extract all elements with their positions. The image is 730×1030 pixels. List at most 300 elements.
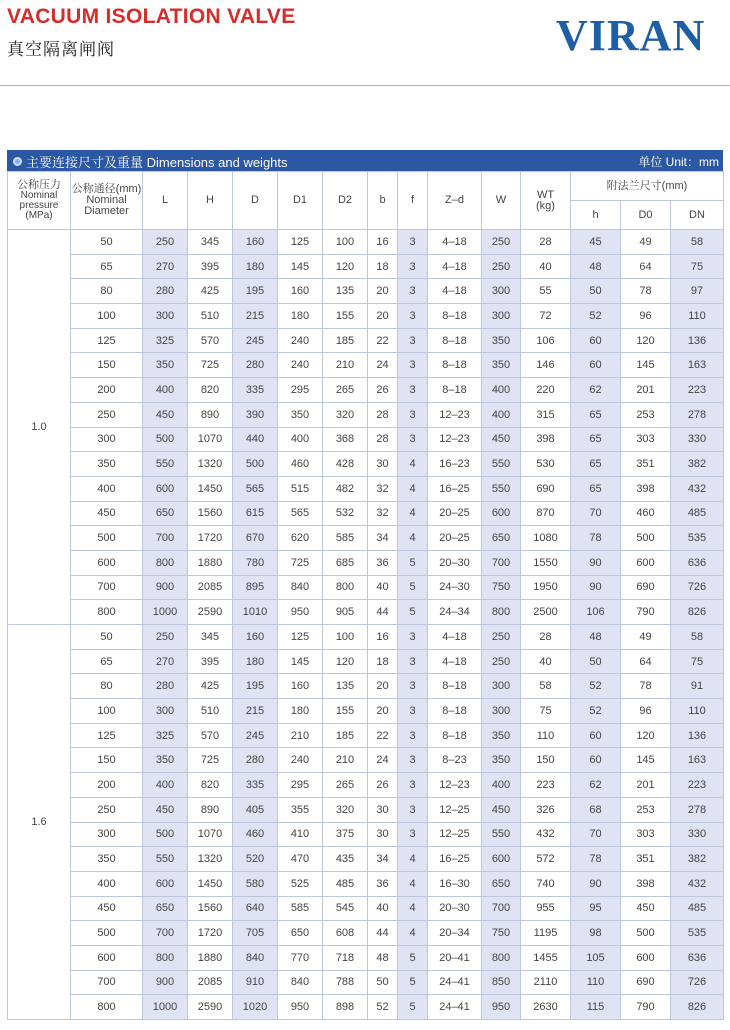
table-cell: 482 — [323, 476, 368, 501]
table-cell: 600 — [621, 550, 671, 575]
table-cell: 50 — [571, 649, 621, 674]
table-row — [8, 378, 724, 403]
table-cell: 110 — [671, 304, 724, 329]
table-cell: 705 — [233, 921, 278, 946]
table-cell: 435 — [323, 847, 368, 872]
table-cell: 8–18 — [428, 304, 482, 329]
table-cell: 52 — [571, 674, 621, 699]
table-cell: 350 — [71, 847, 143, 872]
table-cell: 2590 — [188, 995, 233, 1020]
table-cell: 28 — [368, 427, 398, 452]
table-cell: 400 — [143, 773, 188, 798]
header-z-d: Z–d — [428, 172, 482, 230]
table-cell: 3 — [398, 797, 428, 822]
table-cell: 600 — [143, 476, 188, 501]
table-cell: 350 — [143, 353, 188, 378]
table-cell: 1000 — [143, 600, 188, 625]
table-cell: 100 — [323, 625, 368, 650]
table-cell: 30 — [368, 797, 398, 822]
table-cell: 1950 — [521, 575, 571, 600]
table-cell: 8–18 — [428, 328, 482, 353]
pressure-cell: 1.0 — [8, 230, 71, 625]
table-cell: 100 — [71, 304, 143, 329]
table-cell: 75 — [671, 649, 724, 674]
table-cell: 350 — [143, 748, 188, 773]
header-divider — [0, 85, 730, 86]
table-cell: 4 — [398, 921, 428, 946]
table-cell: 790 — [621, 995, 671, 1020]
table-cell: 750 — [482, 575, 521, 600]
table-cell: 5 — [398, 970, 428, 995]
table-cell: 425 — [188, 674, 233, 699]
table-cell: 24–34 — [428, 600, 482, 625]
page-title-cn: 真空隔离闸阀 — [7, 40, 115, 60]
table-cell: 136 — [671, 328, 724, 353]
table-cell: 3 — [398, 773, 428, 798]
table-cell: 3 — [398, 649, 428, 674]
table-cell: 572 — [521, 847, 571, 872]
table-cell: 65 — [571, 476, 621, 501]
header-D0: D0 — [621, 201, 671, 230]
table-cell: 520 — [233, 847, 278, 872]
table-cell: 36 — [368, 550, 398, 575]
table-cell: 685 — [323, 550, 368, 575]
table-cell: 250 — [482, 254, 521, 279]
table-cell: 3 — [398, 625, 428, 650]
table-cell: 16–23 — [428, 452, 482, 477]
table-cell: 1020 — [233, 995, 278, 1020]
table-cell: 320 — [323, 797, 368, 822]
table-row — [8, 304, 724, 329]
table-cell: 432 — [521, 822, 571, 847]
header-D1: D1 — [278, 172, 323, 230]
table-cell: 910 — [233, 970, 278, 995]
table-row — [8, 452, 724, 477]
table-cell: 62 — [571, 773, 621, 798]
table-cell: 395 — [188, 254, 233, 279]
table-cell: 1320 — [188, 847, 233, 872]
table-cell: 1560 — [188, 896, 233, 921]
table-cell: 210 — [278, 723, 323, 748]
table-cell: 500 — [71, 526, 143, 551]
table-cell: 146 — [521, 353, 571, 378]
table-cell: 600 — [621, 945, 671, 970]
table-cell: 700 — [71, 970, 143, 995]
table-cell: 1560 — [188, 501, 233, 526]
table-cell: 2085 — [188, 970, 233, 995]
header-flange-group: 附法兰尺寸(mm) — [571, 172, 724, 201]
table-cell: 163 — [671, 353, 724, 378]
table-cell: 280 — [233, 748, 278, 773]
table-cell: 4–18 — [428, 254, 482, 279]
table-cell: 48 — [571, 625, 621, 650]
table-cell: 195 — [233, 674, 278, 699]
table-row — [8, 995, 724, 1020]
table-cell: 700 — [482, 896, 521, 921]
table-cell: 20–30 — [428, 896, 482, 921]
table-cell: 890 — [188, 402, 233, 427]
table-cell: 250 — [143, 625, 188, 650]
table-cell: 325 — [143, 723, 188, 748]
table-cell: 335 — [233, 378, 278, 403]
table-cell: 223 — [521, 773, 571, 798]
table-cell: 300 — [482, 279, 521, 304]
table-cell: 18 — [368, 649, 398, 674]
table-cell: 2630 — [521, 995, 571, 1020]
table-cell: 350 — [71, 452, 143, 477]
table-cell: 30 — [368, 822, 398, 847]
table-row — [8, 748, 724, 773]
table-cell: 125 — [278, 625, 323, 650]
table-cell: 2590 — [188, 600, 233, 625]
table-cell: 750 — [482, 921, 521, 946]
table-cell: 450 — [71, 501, 143, 526]
table-cell: 210 — [323, 748, 368, 773]
table-cell: 550 — [143, 452, 188, 477]
table-cell: 740 — [521, 871, 571, 896]
table-cell: 1070 — [188, 427, 233, 452]
table-cell: 135 — [323, 279, 368, 304]
table-cell: 201 — [621, 773, 671, 798]
table-cell: 4 — [398, 871, 428, 896]
table-cell: 400 — [482, 402, 521, 427]
table-cell: 450 — [482, 427, 521, 452]
table-cell: 195 — [233, 279, 278, 304]
table-cell: 898 — [323, 995, 368, 1020]
table-cell: 60 — [571, 723, 621, 748]
table-row — [8, 476, 724, 501]
table-cell: 405 — [233, 797, 278, 822]
table-cell: 3 — [398, 822, 428, 847]
table-cell: 100 — [71, 699, 143, 724]
table-cell: 320 — [323, 402, 368, 427]
table-cell: 280 — [143, 674, 188, 699]
table-cell: 300 — [482, 304, 521, 329]
table-cell: 160 — [233, 230, 278, 255]
table-row — [8, 402, 724, 427]
table-cell: 245 — [233, 723, 278, 748]
header-H: H — [188, 172, 233, 230]
table-cell: 870 — [521, 501, 571, 526]
table-cell: 106 — [521, 328, 571, 353]
table-cell: 485 — [671, 896, 724, 921]
table-cell: 58 — [671, 625, 724, 650]
table-cell: 955 — [521, 896, 571, 921]
table-cell: 125 — [71, 328, 143, 353]
table-cell: 72 — [521, 304, 571, 329]
table-cell: 49 — [621, 230, 671, 255]
table-cell: 4 — [398, 501, 428, 526]
table-cell: 826 — [671, 600, 724, 625]
table-cell: 432 — [671, 871, 724, 896]
table-cell: 510 — [188, 304, 233, 329]
table-row — [8, 501, 724, 526]
brand-logo: VIRAN — [556, 11, 706, 60]
table-cell: 725 — [188, 353, 233, 378]
table-cell: 60 — [571, 353, 621, 378]
table-cell: 65 — [571, 402, 621, 427]
table-cell: 570 — [188, 328, 233, 353]
table-cell: 12–25 — [428, 797, 482, 822]
table-cell: 180 — [233, 254, 278, 279]
unit-label: 单位 Unit：mm — [638, 155, 719, 169]
table-cell: 250 — [71, 797, 143, 822]
header-diameter-en1: Nominal — [86, 194, 127, 206]
table-cell: 450 — [143, 797, 188, 822]
table-cell: 44 — [368, 921, 398, 946]
table-cell: 636 — [671, 550, 724, 575]
table-cell: 97 — [671, 279, 724, 304]
table-cell: 718 — [323, 945, 368, 970]
header-D2: D2 — [323, 172, 368, 230]
table-cell: 670 — [233, 526, 278, 551]
table-cell: 368 — [323, 427, 368, 452]
table-cell: 600 — [482, 501, 521, 526]
table-cell: 3 — [398, 402, 428, 427]
table-cell: 110 — [671, 699, 724, 724]
table-cell: 245 — [233, 328, 278, 353]
table-cell: 12–23 — [428, 773, 482, 798]
table-cell: 65 — [71, 649, 143, 674]
table-cell: 250 — [482, 625, 521, 650]
table-cell: 55 — [521, 279, 571, 304]
table-cell: 650 — [143, 501, 188, 526]
header-L: L — [143, 172, 188, 230]
table-cell: 78 — [621, 674, 671, 699]
table-cell: 398 — [621, 476, 671, 501]
table-cell: 330 — [671, 822, 724, 847]
table-cell: 395 — [188, 649, 233, 674]
section-header-bar — [7, 150, 723, 171]
table-cell: 265 — [323, 773, 368, 798]
table-cell: 110 — [571, 970, 621, 995]
table-cell: 75 — [521, 699, 571, 724]
table-cell: 4–18 — [428, 230, 482, 255]
table-cell: 608 — [323, 921, 368, 946]
table-cell: 52 — [571, 304, 621, 329]
header-f: f — [398, 172, 428, 230]
table-cell: 4–18 — [428, 649, 482, 674]
table-cell: 500 — [621, 526, 671, 551]
table-cell: 20–25 — [428, 501, 482, 526]
table-cell: 410 — [278, 822, 323, 847]
table-cell: 303 — [621, 822, 671, 847]
table-cell: 150 — [521, 748, 571, 773]
table-cell: 400 — [71, 476, 143, 501]
table-cell: 201 — [621, 378, 671, 403]
table-cell: 95 — [571, 896, 621, 921]
table-cell: 155 — [323, 699, 368, 724]
table-cell: 351 — [621, 847, 671, 872]
table-cell: 450 — [621, 896, 671, 921]
table-cell: 28 — [521, 230, 571, 255]
table-cell: 150 — [71, 748, 143, 773]
table-row — [8, 896, 724, 921]
table-cell: 3 — [398, 723, 428, 748]
table-cell: 432 — [671, 476, 724, 501]
header-wt — [521, 172, 571, 230]
table-cell: 265 — [323, 378, 368, 403]
table-cell: 375 — [323, 822, 368, 847]
table-cell: 185 — [323, 328, 368, 353]
table-row — [8, 526, 724, 551]
table-cell: 65 — [571, 427, 621, 452]
table-cell: 345 — [188, 625, 233, 650]
table-cell: 450 — [71, 896, 143, 921]
table-cell: 355 — [278, 797, 323, 822]
table-cell: 18 — [368, 254, 398, 279]
table-cell: 223 — [671, 378, 724, 403]
table-cell: 4 — [398, 476, 428, 501]
table-cell: 580 — [233, 871, 278, 896]
table-cell: 49 — [621, 625, 671, 650]
section-title: 主要连接尺寸及重量 Dimensions and weights — [26, 155, 288, 170]
header-diameter-cn: 公称通径(mm) — [71, 183, 142, 195]
table-cell: 690 — [521, 476, 571, 501]
table-cell: 145 — [278, 649, 323, 674]
table-cell: 78 — [571, 526, 621, 551]
table-cell: 300 — [71, 822, 143, 847]
table-cell: 70 — [571, 822, 621, 847]
table-row — [8, 230, 724, 255]
table-cell: 3 — [398, 254, 428, 279]
table-cell: 398 — [521, 427, 571, 452]
header-pressure — [8, 172, 71, 230]
table-cell: 80 — [71, 279, 143, 304]
table-cell: 3 — [398, 328, 428, 353]
table-row — [8, 723, 724, 748]
table-cell: 585 — [323, 526, 368, 551]
table-cell: 145 — [621, 748, 671, 773]
table-row — [8, 279, 724, 304]
table-cell: 895 — [233, 575, 278, 600]
table-cell: 215 — [233, 699, 278, 724]
table-row — [8, 575, 724, 600]
table-cell: 600 — [482, 847, 521, 872]
table-cell: 8–18 — [428, 353, 482, 378]
table-cell: 200 — [71, 773, 143, 798]
table-cell: 60 — [571, 328, 621, 353]
table-cell: 460 — [621, 501, 671, 526]
table-cell: 240 — [278, 353, 323, 378]
table-cell: 34 — [368, 526, 398, 551]
table-cell: 840 — [278, 575, 323, 600]
table-cell: 330 — [671, 427, 724, 452]
table-cell: 570 — [188, 723, 233, 748]
table-cell: 5 — [398, 575, 428, 600]
table-cell: 1450 — [188, 871, 233, 896]
table-row — [8, 970, 724, 995]
table-cell: 145 — [278, 254, 323, 279]
table-cell: 390 — [233, 402, 278, 427]
table-cell: 26 — [368, 378, 398, 403]
table-cell: 500 — [621, 921, 671, 946]
table-row — [8, 699, 724, 724]
table-cell: 253 — [621, 797, 671, 822]
table-cell: 20 — [368, 699, 398, 724]
table-cell: 8–18 — [428, 699, 482, 724]
table-cell: 2500 — [521, 600, 571, 625]
table-cell: 125 — [278, 230, 323, 255]
table-row — [8, 871, 724, 896]
table-cell: 8–18 — [428, 723, 482, 748]
table-cell: 3 — [398, 279, 428, 304]
table-cell: 12–23 — [428, 402, 482, 427]
table-cell: 5 — [398, 945, 428, 970]
table-cell: 215 — [233, 304, 278, 329]
table-cell: 24–30 — [428, 575, 482, 600]
table-cell: 400 — [71, 871, 143, 896]
table-cell: 550 — [482, 452, 521, 477]
table-cell: 120 — [323, 254, 368, 279]
table-cell: 16 — [368, 625, 398, 650]
table-row — [8, 797, 724, 822]
header-pressure-en2: pressure — [19, 200, 59, 211]
table-cell: 800 — [143, 945, 188, 970]
table-cell: 3 — [398, 748, 428, 773]
table-cell: 300 — [143, 699, 188, 724]
header-wt-l2: (kg) — [536, 199, 555, 212]
table-row — [8, 353, 724, 378]
table-cell: 303 — [621, 427, 671, 452]
table-cell: 278 — [671, 402, 724, 427]
table-row — [8, 427, 724, 452]
table-cell: 725 — [188, 748, 233, 773]
table-cell: 280 — [233, 353, 278, 378]
table-cell: 345 — [188, 230, 233, 255]
table-cell: 500 — [233, 452, 278, 477]
table-cell: 400 — [278, 427, 323, 452]
table-cell: 525 — [278, 871, 323, 896]
table-cell: 40 — [368, 896, 398, 921]
table-cell: 98 — [571, 921, 621, 946]
table-row — [8, 674, 724, 699]
table-cell: 640 — [233, 896, 278, 921]
table-cell: 650 — [143, 896, 188, 921]
table-cell: 4–18 — [428, 625, 482, 650]
table-cell: 163 — [671, 748, 724, 773]
table-cell: 52 — [368, 995, 398, 1020]
table-cell: 335 — [233, 773, 278, 798]
header-b: b — [368, 172, 398, 230]
table-cell: 20 — [368, 674, 398, 699]
table-cell: 500 — [143, 822, 188, 847]
table-cell: 428 — [323, 452, 368, 477]
table-cell: 800 — [71, 600, 143, 625]
table-cell: 450 — [482, 797, 521, 822]
table-cell: 325 — [143, 328, 188, 353]
table-cell: 535 — [671, 921, 724, 946]
table-cell: 250 — [71, 402, 143, 427]
table-cell: 4–18 — [428, 279, 482, 304]
table-cell: 600 — [71, 945, 143, 970]
table-cell: 20–41 — [428, 945, 482, 970]
table-cell: 788 — [323, 970, 368, 995]
table-cell: 100 — [323, 230, 368, 255]
table-cell: 24–41 — [428, 970, 482, 995]
table-cell: 440 — [233, 427, 278, 452]
pressure-cell: 1.6 — [8, 625, 71, 1020]
table-row — [8, 945, 724, 970]
table-cell: 8–23 — [428, 748, 482, 773]
table-cell: 145 — [621, 353, 671, 378]
table-cell: 50 — [368, 970, 398, 995]
table-cell: 40 — [521, 649, 571, 674]
table-cell: 400 — [143, 378, 188, 403]
table-cell: 800 — [143, 550, 188, 575]
table-cell: 2110 — [521, 970, 571, 995]
table-cell: 36 — [368, 871, 398, 896]
